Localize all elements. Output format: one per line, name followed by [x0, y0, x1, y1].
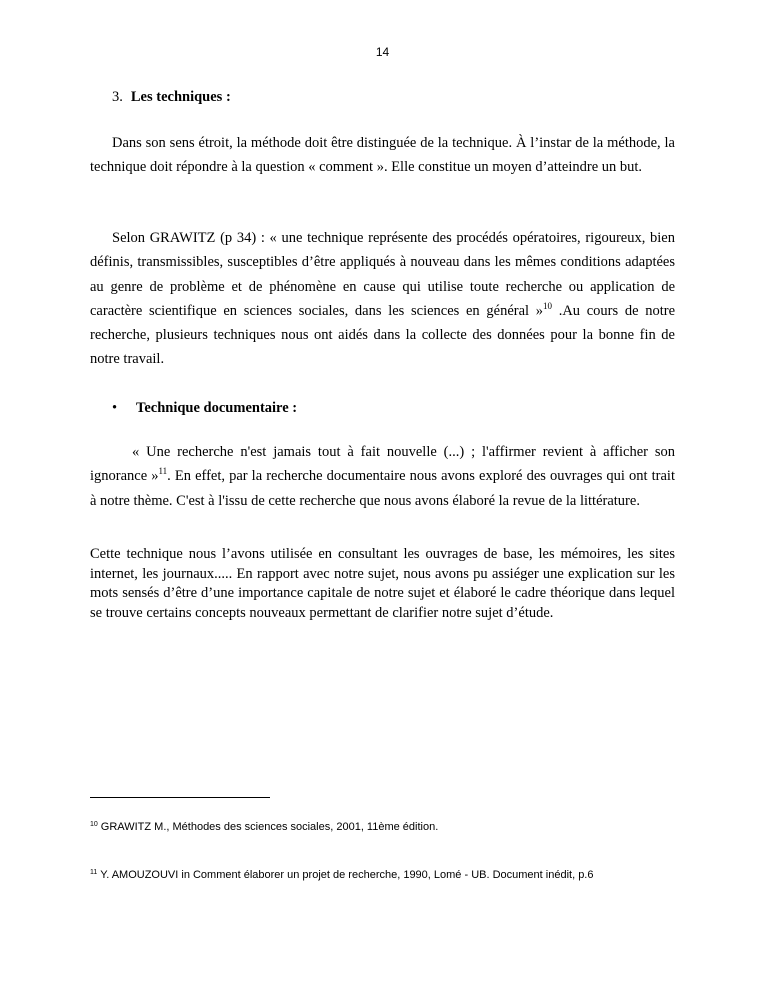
- footnote-ref-11[interactable]: 11: [158, 466, 168, 477]
- paragraph-documentary-text: « Une recherche n'est jamais tout à fait nouvelle (...) ; l'affirmer revient à afficher son ignorance »: [90, 444, 675, 485]
- bullet-icon: •: [112, 400, 118, 416]
- footnote-ref-10[interactable]: 10: [543, 300, 552, 311]
- page-number: 14: [375, 45, 390, 59]
- paragraph-grawitz-text: Selon GRAWITZ (p 34) : « une technique représente des procédés opératoires, rigoureux, bien définis, transmissibles, susceptibles d’être appliqués à nouveau dans les mêmes conditions adaptées au genre de problème et de phénomène en cause qui utilise toute recherche ou application de caractère scientifique en sciences sociales, dans les sciences en général »: [90, 230, 675, 319]
- footnote-11: [90, 869, 593, 881]
- footnote-10: [90, 821, 438, 833]
- bullet-heading: [112, 400, 297, 417]
- paragraph-grawitz-quote: [90, 226, 675, 372]
- paragraph-documentary-quote: [90, 440, 675, 513]
- footnote-number: 10: [90, 821, 98, 828]
- section-heading: [112, 89, 231, 106]
- footnote-text: GRAWITZ M., Méthodes des sciences sociales, 2001, 11ème édition.: [100, 821, 439, 833]
- paragraph-definition: [90, 131, 675, 180]
- paragraph-documentary-text-continued: . En effet, par la recherche documentaire nous avons exploré des ouvrages qui ont trait à notre thème. C'est à l'issu de cette recherche que nous avons élaboré la revue de la littérature.: [90, 468, 675, 509]
- footnote-divider: [90, 797, 270, 798]
- paragraph-technique-usage: Cette technique nous l’avons utilisée en consultant les ouvrages de base, les mémoires, les sites internet, les journaux..... En rapport avec notre sujet, nous avons pu assiéger une explication sur les mots sensés d’être d’une importance capitale de notre sujet et élaboré le cadre théorique dans lequel se trouve certains concepts nouveaux permettant de clarifier notre sujet d’étude.: [90, 546, 675, 621]
- footnote-number: 11: [90, 869, 98, 876]
- paragraph-grawitz-text-continued: .Au cours de notre recherche, plusieurs techniques nous ont aidés dans la collecte des données pour la bonne fin de notre travail.: [90, 302, 676, 368]
- paragraph-definition-text: Dans son sens étroit, la méthode doit être distinguée de la technique. À l’instar de la méthode, la technique doit répondre à la question « comment ». Elle constitue un moyen d’atteindre un but.: [90, 135, 675, 176]
- section-number: 3.: [112, 89, 123, 105]
- bullet-heading-title: Technique documentaire :: [136, 400, 298, 416]
- section-title: Les techniques :: [130, 89, 231, 105]
- footnote-text: Y. AMOUZOUVI in Comment élaborer un projet de recherche, 1990, Lomé - UB. Document inédit, p.6: [100, 869, 594, 881]
